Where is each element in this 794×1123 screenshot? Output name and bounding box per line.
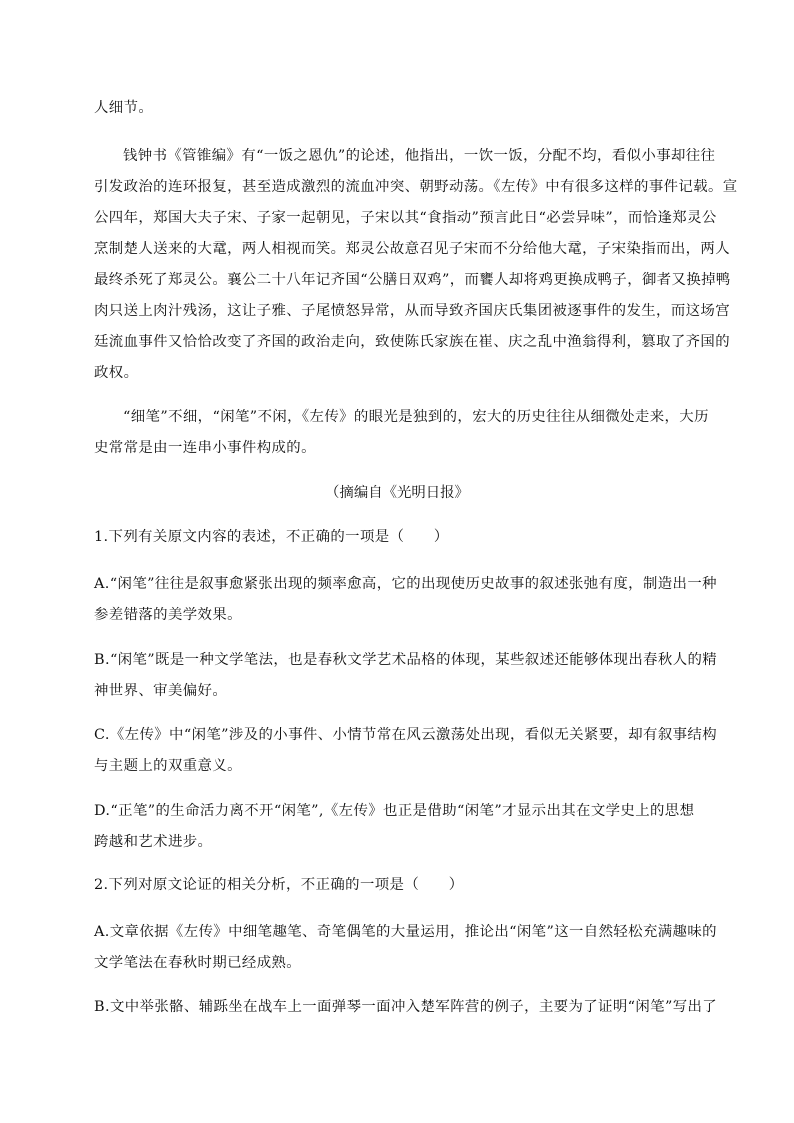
text-line: 引发政治的连环报复，甚至造成激烈的流血冲突、朝野动荡。《左传》中有很多这样的事件记载。宣 [94, 179, 738, 195]
question-1-option-a [94, 569, 717, 631]
option-line: A.文章依据《左传》中细笔趣笔、奇笔偶笔的大量运用，推论出“闲笔”这一自然轻松充满趣味的 [94, 924, 717, 940]
paragraph-conclusion [94, 402, 709, 464]
text-line: 廷流血事件又恰恰改变了齐国的政治走向，致使陈氏家族在崔、庆之乱中渔翁得利，篡取了齐国的 [94, 334, 730, 350]
text-line: “细笔”不细，“闲笔”不闲，《左传》的眼光是独到的，宏大的历史往往从细微处走来，大历 [123, 409, 709, 425]
text-line: 史常常是由一连串小事件构成的。 [94, 440, 316, 456]
paragraph-continuation [94, 93, 700, 124]
question-1-option-d [94, 796, 700, 858]
option-line: 跨越和艺术进步。 [94, 834, 213, 850]
text-line: 肉只送上肉汁残汤，这让子雅、子尾愤怒异常，从而导致齐国庆氏集团被逐事件的发生，而这场宫 [94, 303, 730, 319]
question-2-stem [94, 870, 700, 901]
question-1-stem [94, 522, 700, 553]
source-attribution: （摘编自《光明日报》 [325, 485, 469, 501]
option-line: B.文中举张骼、辅跞坐在战车上一面弹琴一面冲入楚军阵营的例子，主要为了证明“闲笔”写出了 [94, 999, 718, 1015]
text-line: 人细节。 [94, 100, 154, 116]
option-line: 神世界、审美偏好。 [94, 683, 228, 699]
text-line: 公四年，郑国大夫子宋、子家一起朝见，子宋以其“食指动”预言此日“必尝异味”，而恰逢郑灵公 [94, 210, 717, 226]
option-line: D.“正笔”的生命活力离不开“闲笔”,《左传》也正是借助“闲笔”才显示出其在文学史上的思想 [94, 803, 695, 819]
option-line: 文学笔法在春秋时期已经成熟。 [94, 955, 302, 971]
question-2-option-b [94, 992, 718, 1023]
question-1-option-c [94, 720, 718, 782]
text-line: 烹制楚人送来的大鼋，两人相视而笑。郑灵公故意召见子宋而不分给他大鼋，子宋染指而出，两人 [94, 241, 730, 257]
question-stem: 1.下列有关原文内容的表述，不正确的一项是（ ） [94, 529, 449, 545]
option-line: B.“闲笔”既是一种文学笔法，也是春秋文学艺术品格的体现，某些叙述还能够体现出春秋人的精 [94, 652, 718, 668]
option-line: A.“闲笔”往往是叙事愈紧张出现的频率愈高，它的出现使历史故事的叙述张弛有度，制造出一种 [94, 576, 717, 592]
text-line: 政权。 [94, 365, 139, 381]
question-1-option-b [94, 645, 718, 707]
text-line: 钱钟书《管锥编》有“一饭之恩仇”的论述，他指出，一饮一饭，分配不均，看似小事却往往 [123, 148, 716, 164]
option-line: 参差错落的美学效果。 [94, 607, 242, 623]
question-2-option-a [94, 917, 717, 979]
option-line: 与主题上的双重意义。 [94, 758, 242, 774]
question-stem: 2.下列对原文论证的相关分析，不正确的一项是（ ） [94, 877, 464, 893]
paragraph-qianzhongshu [94, 141, 738, 389]
text-line: 最终杀死了郑灵公。襄公二十八年记齐国“公膳日双鸡”，而饔人却将鸡更换成鸭子，御者又换掉鸭 [94, 272, 731, 288]
option-line: C.《左传》中“闲笔”涉及的小事件、小情节常在风云激荡处出现，看似无关紧要，却有叙事结构 [94, 727, 718, 743]
